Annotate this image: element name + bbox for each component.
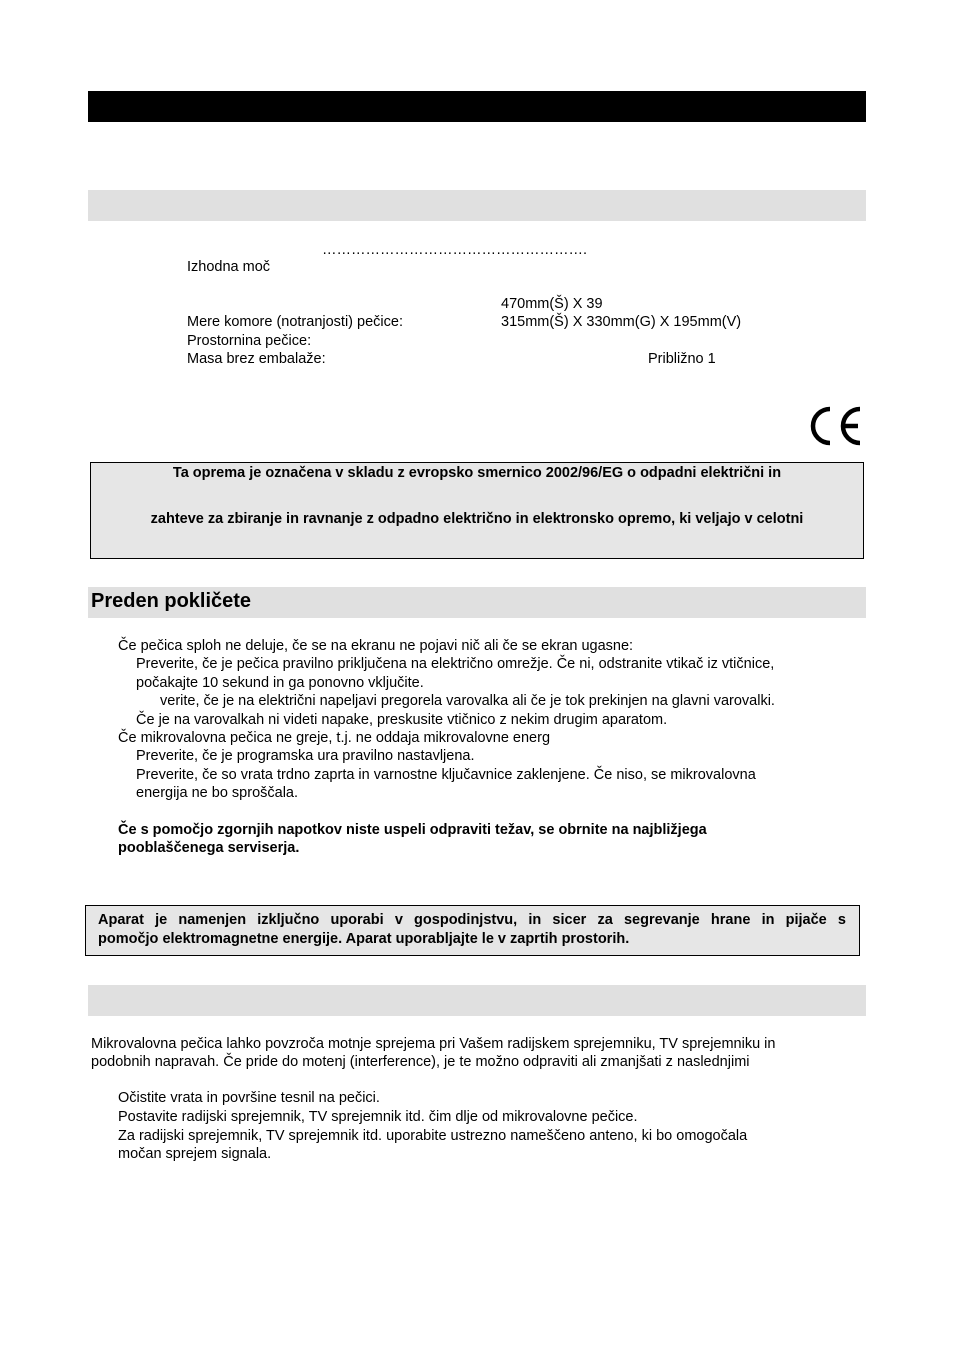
spec-outer-value: 470mm(Š) X 39: [501, 296, 603, 312]
troubleshoot-line: Če pečica sploh ne deluje, če se na ekranu ne pojavi nič ali če se ekran ugasne:: [118, 638, 634, 654]
spec-chamber-label: Mere komore (notranjosti) pečice:: [187, 314, 403, 330]
interference-intro-line-1: Mikrovalovna pečica lahko povzroča motnje sprejema pri Vašem radijskem sprejemniku, TV sprejemniku in: [91, 1036, 776, 1052]
interference-item: Postavite radijski sprejemnik, TV sprejemnik itd. čim dlje od mikrovalovne pečice.: [118, 1109, 638, 1125]
interference-intro-line-2: podobnih napravah. Če pride do motenj (interference), je te možno odpraviti ali zmanjšati z naslednjimi: [91, 1054, 750, 1070]
weee-line-2: zahteve za zbiranje in ravnanje z odpadno električno in elektronsko opremo, ki veljajo v celotni: [150, 511, 804, 527]
troubleshoot-line: energija ne bo sproščala.: [136, 785, 299, 801]
troubleshoot-line: Če je na varovalkah ni videti napake, preskusite vtičnico z nekim drugim aparatom.: [136, 712, 668, 728]
section-bar-interference: [88, 985, 866, 1016]
spec-dots: ……………………………………………….: [322, 242, 588, 258]
section-bar-specifications: [88, 190, 866, 221]
troubleshoot-line: Preverite, če je pečica pravilno priključena na električno omrežje. Če ni, odstranite vtikač iz vtičnice,: [136, 656, 775, 672]
troubleshoot-line: Če mikrovalovna pečica ne greje, t.j. ne oddaja mikrovalovne energ: [118, 730, 551, 746]
usage-line-2: pomočjo elektromagnetne energije. Aparat uporabljajte le v zaprtih prostorih.: [98, 931, 630, 947]
service-note-line-2: pooblaščenega serviserja.: [118, 840, 300, 856]
spec-mass-label: Masa brez embalaže:: [187, 351, 326, 367]
interference-item: Očistite vrata in površine tesnil na pečici.: [118, 1090, 380, 1106]
spec-volume-label: Prostornina pečice:: [187, 333, 312, 349]
interference-item: Za radijski sprejemnik, TV sprejemnik itd. uporabite ustrezno nameščeno anteno, ki bo omogočala: [118, 1128, 748, 1144]
troubleshoot-line: Preverite, če so vrata trdno zaprta in varnostne ključavnice zaklenjene. Če niso, se mikrovalovna: [136, 767, 756, 783]
usage-notice-box: [85, 905, 860, 956]
interference-item: močan sprejem signala.: [118, 1146, 272, 1162]
usage-line-1: Aparat je namenjen izključno uporabi v gospodinjstvu, in sicer za segrevanje hrane in pijače s: [98, 912, 846, 928]
troubleshoot-line: verite, če je na električni napeljavi pregorela varovalka ali če je tok prekinjen na glavni varovalki.: [160, 693, 775, 709]
section-bar-before-calling: [88, 587, 866, 618]
ce-mark-icon: [804, 405, 864, 447]
troubleshoot-line: počakajte 10 sekund in ga ponovno vključite.: [136, 675, 424, 691]
spec-output-label: Izhodna moč: [187, 259, 271, 275]
weee-line-1: Ta oprema je označena v skladu z evropsko smernico 2002/96/EG o odpadni električni in: [172, 465, 782, 481]
troubleshoot-line: Preverite, če je programska ura pravilno nastavljena.: [136, 748, 475, 764]
section-title-before-calling: Preden pokličete: [91, 590, 252, 612]
spec-mass-value: Približno 1: [648, 351, 716, 367]
spec-chamber-value: 315mm(Š) X 330mm(G) X 195mm(V): [501, 314, 742, 330]
service-note-line-1: Če s pomočjo zgornjih napotkov niste uspeli odpraviti težav, se obrnite na najbližjega: [118, 822, 707, 838]
header-bar: [88, 91, 866, 122]
weee-notice-box: [90, 462, 864, 559]
